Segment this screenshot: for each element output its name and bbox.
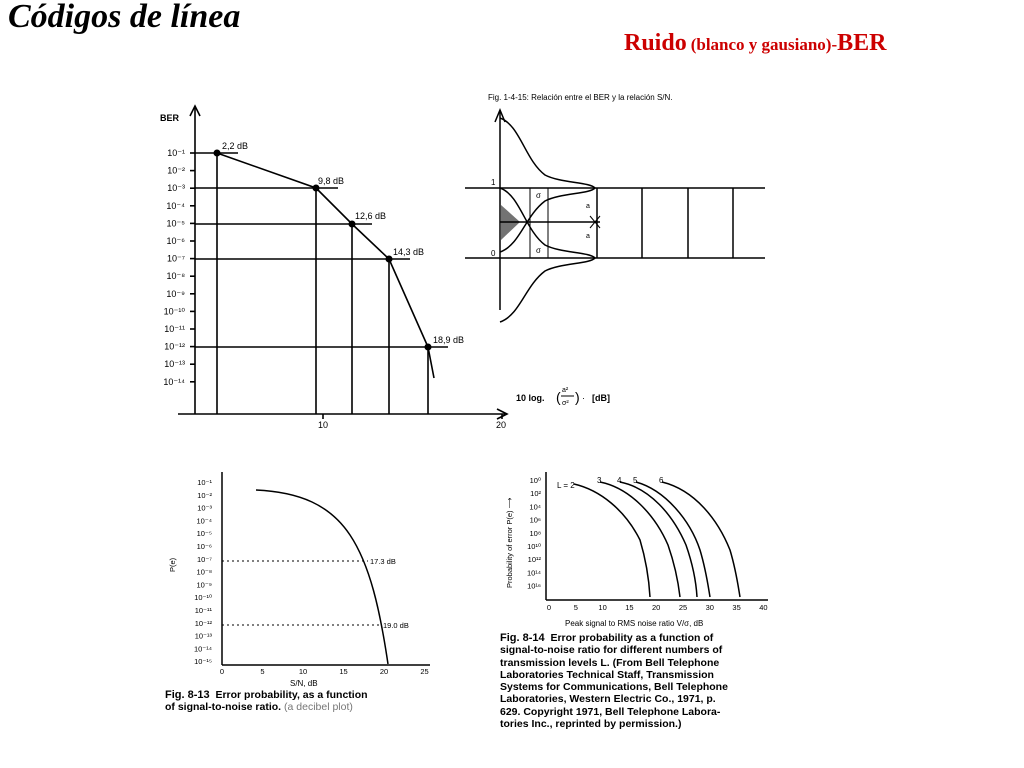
y-tick-label: 10⁻² <box>197 490 212 500</box>
y-tick-label: 10¹⁶ <box>527 581 541 591</box>
y-tick-label: 10⁻¹¹ <box>194 606 212 615</box>
fig-8-13-chart <box>165 468 445 690</box>
paren-left: ( <box>556 389 561 405</box>
a-top-label: a <box>586 203 590 210</box>
fig-8-13-caption-line2: of signal-to-noise ratio. <box>165 701 282 714</box>
fig-8-14-caption <box>500 632 790 730</box>
x-tick-label: 20 <box>379 667 389 676</box>
point-label: 9,8 dB <box>318 176 345 186</box>
curve-label-3: 3 <box>597 476 602 485</box>
y-tick-label: 10⁻¹ <box>197 478 212 487</box>
y-tick-label: 10¹⁰ <box>527 542 541 551</box>
y-tick-label: 10⁶ <box>529 515 541 525</box>
y-tick-label: 10⁻¹³ <box>194 631 212 641</box>
y-tick-label: 10⁻⁶ <box>196 542 212 551</box>
y-tick-label: 10² <box>530 489 541 499</box>
y-tick-label: 10⁻² <box>167 165 185 176</box>
point-label: 18,9 dB <box>433 335 465 345</box>
y-tick-label: 10⁻¹⁰ <box>163 306 185 317</box>
fig-8-14-caption-line: Laboratories, Western Electric Co., 1971, p. <box>500 693 716 706</box>
x-axis-frac-den: σ² <box>562 400 569 407</box>
point-label: 12,6 dB <box>355 211 387 221</box>
y-tick-label: 10⁻¹² <box>164 341 185 352</box>
gaussian-noise-figure <box>460 88 780 328</box>
y-tick-label: 10⁴ <box>529 502 541 512</box>
fig-8-14-caption-line: Laboratories Technical Staff, Transmission <box>500 668 714 681</box>
y-tick-label: 10⁻⁸ <box>166 271 185 282</box>
x-axis-unit: [dB] <box>592 393 610 403</box>
x-tick-label: 0 <box>546 603 552 612</box>
y-tick-label: 10⁻¹ <box>167 148 185 158</box>
sigma-top-label: σ <box>536 191 541 200</box>
y-tick-label: 10¹⁴ <box>526 568 541 578</box>
x-tick-label: 40 <box>759 603 768 612</box>
y-tick-label: 10⁸ <box>529 528 541 538</box>
x-tick-label: 15 <box>339 667 348 676</box>
level-1-label: 1 <box>491 178 496 187</box>
curve-label-6: 6 <box>659 476 664 485</box>
x-tick-label: 20 <box>496 420 507 430</box>
y-tick-label: 10⁻¹⁴ <box>163 376 185 387</box>
y-tick-label: 10⁻¹⁰ <box>194 593 212 603</box>
y-tick-label: 10⁻⁷ <box>196 554 212 564</box>
y-tick-label: 10⁻⁴ <box>166 200 185 211</box>
fig-8-14-caption-label: Fig. 8-14 <box>500 632 545 644</box>
y-tick-label: 10⁻¹¹ <box>164 324 185 334</box>
x-tick-label: 30 <box>705 603 714 612</box>
slide-title: Códigos de línea <box>8 0 241 35</box>
y-tick-label: 10⁻⁸ <box>196 567 212 577</box>
point-label: 14,3 dB <box>393 247 425 257</box>
x-axis-frac-num: a² <box>562 387 569 394</box>
level-0-label: 0 <box>491 249 496 258</box>
subtitle-tail: BER <box>837 30 887 56</box>
x-tick-label: 20 <box>652 603 661 612</box>
fig-8-14-caption-line: 629. Copyright 1971, Bell Telephone Labora- <box>500 705 721 718</box>
a-bottom-label: a <box>586 233 590 240</box>
y-tick-label: 10⁻⁷ <box>166 253 185 264</box>
x-tick-label: 10 <box>318 420 329 430</box>
ber-axis-label: BER <box>160 113 180 123</box>
fig-8-13-caption-label: Fig. 8-13 <box>165 689 210 701</box>
fig-8-13-caption-faint: (a decibel plot) <box>284 701 353 714</box>
x-tick-label: 10 <box>598 603 607 612</box>
fig-d-xlabel: Peak signal to RMS noise ratio V/σ, dB <box>565 619 704 628</box>
x-tick-label: 10 <box>298 667 308 676</box>
fig-c-ylabel: P(e) <box>168 557 177 572</box>
subtitle-paren: (blanco y gausiano)- <box>690 35 838 54</box>
x-tick-label: 5 <box>573 603 578 612</box>
paren-right: ) <box>575 389 580 405</box>
y-tick-label: 10⁻¹⁴ <box>193 644 212 654</box>
subtitle-main: Ruido <box>624 30 687 56</box>
y-tick-label: 10⁻¹³ <box>164 359 185 370</box>
y-tick-label: 10⁻³ <box>167 183 185 194</box>
x-tick-label: 0 <box>219 667 225 676</box>
marker-19-0: 19.0 dB <box>383 621 409 630</box>
x-tick-label: 25 <box>420 667 429 676</box>
y-tick-label: 10⁻¹⁵ <box>194 657 212 667</box>
fig-8-14-caption-line: signal-to-noise ratio for different numbers of <box>500 644 723 657</box>
sigma-bottom-label: σ <box>536 246 541 255</box>
fig-c-xlabel: S/N, dB <box>290 679 318 688</box>
fig-d-ylabel: Probability of error P(e) ⟶ <box>505 497 514 588</box>
slide-subtitle <box>624 30 886 57</box>
x-tick-label: 5 <box>260 667 265 676</box>
x-axis-label-prefix: 10 log. <box>516 393 545 403</box>
y-tick-label: 10⁻⁹ <box>166 288 185 299</box>
fig-8-13-caption <box>165 689 455 714</box>
curve-label-4: 4 <box>617 476 622 485</box>
y-tick-label: 10⁻³ <box>197 503 212 513</box>
y-tick-label: 10⁻⁶ <box>166 236 185 246</box>
y-tick-label: 10⁻⁴ <box>196 516 212 526</box>
point-label: 2,2 dB <box>222 141 249 151</box>
y-tick-label: 10⁻⁵ <box>166 218 185 229</box>
marker-17-3: 17.3 dB <box>370 557 396 566</box>
y-tick-label: 10⁻¹² <box>194 618 212 628</box>
fig-8-14-caption-line: Error probability as a function of <box>550 632 714 644</box>
fig-8-14-caption-line: transmission levels L. (From Bell Telephone <box>500 656 720 669</box>
y-tick-label: 10⁻⁵ <box>196 529 212 539</box>
fig-b-caption: Fig. 1-4-15: Relación entre el BER y la relación S/N. <box>488 93 673 102</box>
fig-8-14-caption-line: Systems for Communications, Bell Telephone <box>500 681 728 694</box>
equals-sign: · <box>582 393 585 403</box>
curve-label-L2: L = 2 <box>557 481 575 490</box>
fig-8-13-caption-line1: Error probability, as a function <box>215 689 368 701</box>
fig-8-14-caption-line: tories Inc., reprinted by permission.) <box>500 718 682 731</box>
x-tick-label: 35 <box>732 603 741 612</box>
curve-label-5: 5 <box>633 476 638 485</box>
y-tick-label: 10⁻⁹ <box>196 580 212 590</box>
x-tick-label: 15 <box>625 603 634 612</box>
x-tick-label: 25 <box>678 603 688 612</box>
y-tick-label: 10¹² <box>527 555 541 565</box>
y-tick-label: 10⁰ <box>529 476 541 485</box>
fig-8-14-chart <box>495 466 785 632</box>
